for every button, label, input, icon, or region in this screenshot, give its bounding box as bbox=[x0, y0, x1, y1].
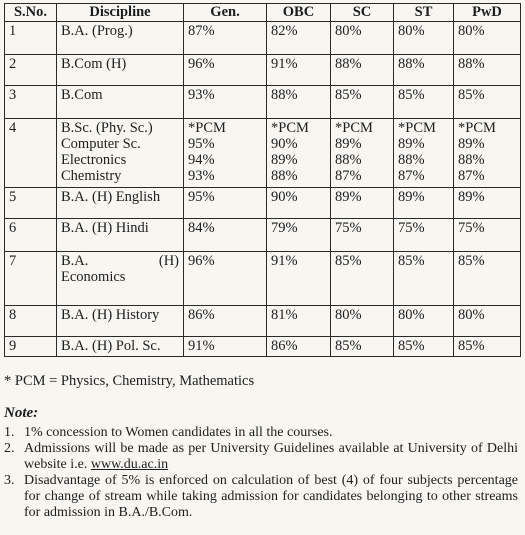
table-row bbox=[5, 55, 521, 86]
discipline-honours-mark: (H) bbox=[158, 253, 179, 269]
cell-obc bbox=[267, 55, 331, 86]
cell-sno: 3 bbox=[5, 86, 57, 119]
discipline-line: B.Com (H) bbox=[61, 56, 127, 72]
header-discipline: Discipline bbox=[57, 4, 184, 22]
cell-obc bbox=[267, 306, 331, 337]
cell-gen bbox=[184, 22, 267, 55]
cell-discipline bbox=[57, 119, 184, 188]
cell-pwd bbox=[454, 22, 521, 55]
note-body: Disadvantage of 5% is enforced on calculation of best (4) of four subjects percentage for change of stream while taking admission for candidates belonging to other streams for admission in B.A./B.Com. bbox=[24, 473, 518, 520]
cutoff-value: 93% bbox=[188, 87, 215, 103]
cutoff-value: 85% bbox=[335, 87, 362, 103]
cell-st bbox=[394, 188, 454, 219]
cell-st bbox=[394, 22, 454, 55]
discipline-line: B.Com bbox=[61, 87, 103, 103]
university-website-link[interactable]: www.du.ac.in bbox=[90, 457, 169, 472]
cell-sc bbox=[331, 86, 394, 119]
cutoff-value: 95% bbox=[188, 136, 215, 152]
cell-pwd bbox=[454, 219, 521, 252]
cell-obc bbox=[267, 219, 331, 252]
cutoff-value: 91% bbox=[188, 338, 215, 354]
table-row bbox=[5, 86, 521, 119]
cell-sc bbox=[331, 188, 394, 219]
table-row bbox=[5, 219, 521, 252]
table-row bbox=[5, 306, 521, 337]
cell-gen bbox=[184, 119, 267, 188]
cutoff-value: 87% bbox=[188, 23, 215, 39]
cell-discipline bbox=[57, 306, 184, 337]
cutoff-value: 88% bbox=[458, 56, 485, 72]
cell-gen bbox=[184, 252, 267, 306]
cutoff-value: 89% bbox=[398, 136, 425, 152]
note-number: 3. bbox=[4, 473, 15, 488]
cutoff-value: 80% bbox=[335, 307, 362, 323]
cutoff-value: 79% bbox=[271, 220, 298, 236]
cell-pwd bbox=[454, 306, 521, 337]
cell-sno: 8 bbox=[5, 306, 57, 337]
cell-st bbox=[394, 337, 454, 357]
discipline-line: B.A. (H) History bbox=[61, 307, 160, 323]
cell-discipline bbox=[57, 86, 184, 119]
cutoff-value: 85% bbox=[398, 338, 425, 354]
cutoff-value: 80% bbox=[398, 23, 425, 39]
cell-pwd bbox=[454, 55, 521, 86]
cell-sno: 2 bbox=[5, 55, 57, 86]
cutoff-value: 88% bbox=[335, 152, 362, 168]
discipline-line: B.A. (H) English bbox=[61, 189, 161, 205]
cell-sc bbox=[331, 22, 394, 55]
cell-obc bbox=[267, 337, 331, 357]
note-number: 2. bbox=[4, 441, 15, 456]
cell-st bbox=[394, 119, 454, 188]
note-item bbox=[4, 441, 518, 473]
cell-st bbox=[394, 86, 454, 119]
cutoff-value: 90% bbox=[271, 136, 298, 152]
table-row bbox=[5, 188, 521, 219]
cell-discipline bbox=[57, 55, 184, 86]
discipline-line bbox=[61, 253, 179, 269]
cell-obc bbox=[267, 22, 331, 55]
cell-obc bbox=[267, 188, 331, 219]
discipline-line: B.A. (H) Pol. Sc. bbox=[61, 338, 161, 354]
note-text bbox=[24, 425, 518, 441]
cutoff-value: 88% bbox=[271, 87, 298, 103]
cutoff-value: 80% bbox=[458, 23, 485, 39]
cell-discipline bbox=[57, 188, 184, 219]
header-gen: Gen. bbox=[184, 4, 267, 22]
discipline-line: Economics bbox=[61, 269, 126, 285]
cell-gen bbox=[184, 306, 267, 337]
discipline-line: B.A. (Prog.) bbox=[61, 23, 133, 39]
cutoff-value: 85% bbox=[458, 253, 485, 269]
cutoff-value: 87% bbox=[458, 168, 485, 184]
note-number: 1. bbox=[4, 425, 15, 440]
table-row bbox=[5, 22, 521, 55]
cutoff-value: *PCM bbox=[458, 120, 496, 136]
cutoff-value: 89% bbox=[458, 189, 485, 205]
cutoff-value: 88% bbox=[398, 152, 425, 168]
cell-pwd bbox=[454, 86, 521, 119]
cutoff-value: 75% bbox=[458, 220, 485, 236]
cutoff-value: 85% bbox=[398, 253, 425, 269]
cutoff-table bbox=[4, 3, 521, 357]
notes-list bbox=[4, 425, 518, 521]
cell-discipline bbox=[57, 337, 184, 357]
cell-st bbox=[394, 252, 454, 306]
cutoff-value: 85% bbox=[335, 253, 362, 269]
cutoff-value: 89% bbox=[335, 189, 362, 205]
cell-sno: 6 bbox=[5, 219, 57, 252]
cell-sno: 4 bbox=[5, 119, 57, 188]
discipline-line: Electronics bbox=[61, 152, 127, 168]
cutoff-value: 85% bbox=[335, 338, 362, 354]
cell-discipline bbox=[57, 22, 184, 55]
cutoff-value: *PCM bbox=[398, 120, 436, 136]
cutoff-value: 84% bbox=[188, 220, 215, 236]
discipline-line: Chemistry bbox=[61, 168, 122, 184]
cutoff-value: 87% bbox=[398, 168, 425, 184]
header-obc: OBC bbox=[267, 4, 331, 22]
cutoff-value: 91% bbox=[271, 253, 298, 269]
cell-discipline bbox=[57, 252, 184, 306]
cell-obc bbox=[267, 252, 331, 306]
cell-st bbox=[394, 55, 454, 86]
cell-sc bbox=[331, 306, 394, 337]
discipline-line: B.A. (H) Hindi bbox=[61, 220, 149, 236]
cutoff-value: 89% bbox=[271, 152, 298, 168]
note-body: 1% concession to Women candidates in all the courses. bbox=[24, 425, 333, 440]
cutoff-value: 94% bbox=[188, 152, 215, 168]
note-text bbox=[24, 441, 518, 473]
cell-pwd bbox=[454, 337, 521, 357]
cutoff-value: 96% bbox=[188, 56, 215, 72]
discipline-line: B.A. bbox=[61, 253, 89, 269]
cell-gen bbox=[184, 337, 267, 357]
cell-discipline bbox=[57, 219, 184, 252]
cutoff-value: 96% bbox=[188, 253, 215, 269]
cutoff-value: 80% bbox=[398, 307, 425, 323]
cell-sc bbox=[331, 55, 394, 86]
header-sc: SC bbox=[331, 4, 394, 22]
cell-sc bbox=[331, 252, 394, 306]
cutoff-value: 90% bbox=[271, 189, 298, 205]
cutoff-value: 91% bbox=[271, 56, 298, 72]
table-row bbox=[5, 119, 521, 188]
header-st: ST bbox=[394, 4, 454, 22]
cell-sc bbox=[331, 119, 394, 188]
header-sno: S.No. bbox=[5, 4, 57, 22]
cutoff-value: *PCM bbox=[271, 120, 309, 136]
pcm-footnote: * PCM = Physics, Chemistry, Mathematics bbox=[4, 373, 255, 389]
cutoff-value: 93% bbox=[188, 168, 215, 184]
cutoff-value: 85% bbox=[458, 87, 485, 103]
cell-obc bbox=[267, 86, 331, 119]
table-row bbox=[5, 337, 521, 357]
cutoff-value: 75% bbox=[335, 220, 362, 236]
discipline-line: B.Sc. (Phy. Sc.) bbox=[61, 120, 153, 136]
cell-sno: 7 bbox=[5, 252, 57, 306]
note-text bbox=[24, 473, 518, 521]
cell-gen bbox=[184, 219, 267, 252]
cutoff-value: 88% bbox=[271, 168, 298, 184]
cutoff-value: 88% bbox=[335, 56, 362, 72]
cutoff-value: *PCM bbox=[188, 120, 226, 136]
cutoff-value: 85% bbox=[458, 338, 485, 354]
cutoff-value: 88% bbox=[458, 152, 485, 168]
cutoff-value: 86% bbox=[188, 307, 215, 323]
cell-pwd bbox=[454, 188, 521, 219]
note-item bbox=[4, 425, 518, 441]
cutoff-value: 86% bbox=[271, 338, 298, 354]
cell-st bbox=[394, 219, 454, 252]
cutoff-value: 87% bbox=[335, 168, 362, 184]
note-title: Note: bbox=[4, 405, 39, 421]
cell-gen bbox=[184, 55, 267, 86]
cutoff-value: 80% bbox=[335, 23, 362, 39]
cell-gen bbox=[184, 188, 267, 219]
cutoff-value: 80% bbox=[458, 307, 485, 323]
header-pwd: PwD bbox=[454, 4, 521, 22]
cutoff-value: 82% bbox=[271, 23, 298, 39]
cutoff-value: 81% bbox=[271, 307, 298, 323]
cutoff-value: 85% bbox=[398, 87, 425, 103]
note-item bbox=[4, 473, 518, 521]
cell-pwd bbox=[454, 252, 521, 306]
table-row bbox=[5, 252, 521, 306]
note-body: Admissions will be made as per University Guidelines available at University of Delhi website i.e. bbox=[24, 441, 518, 472]
cutoff-value: 89% bbox=[458, 136, 485, 152]
cell-sno: 1 bbox=[5, 22, 57, 55]
cutoff-value: *PCM bbox=[335, 120, 373, 136]
discipline-line: Computer Sc. bbox=[61, 136, 141, 152]
cutoff-value: 88% bbox=[398, 56, 425, 72]
cutoff-value: 89% bbox=[398, 189, 425, 205]
cell-gen bbox=[184, 86, 267, 119]
cutoff-value: 75% bbox=[398, 220, 425, 236]
cutoff-value: 89% bbox=[335, 136, 362, 152]
cell-pwd bbox=[454, 119, 521, 188]
cell-sc bbox=[331, 337, 394, 357]
cell-sno: 5 bbox=[5, 188, 57, 219]
cell-obc bbox=[267, 119, 331, 188]
cutoff-value: 95% bbox=[188, 189, 215, 205]
cell-sno: 9 bbox=[5, 337, 57, 357]
cell-sc bbox=[331, 219, 394, 252]
cell-st bbox=[394, 306, 454, 337]
table-header-row bbox=[5, 4, 521, 22]
